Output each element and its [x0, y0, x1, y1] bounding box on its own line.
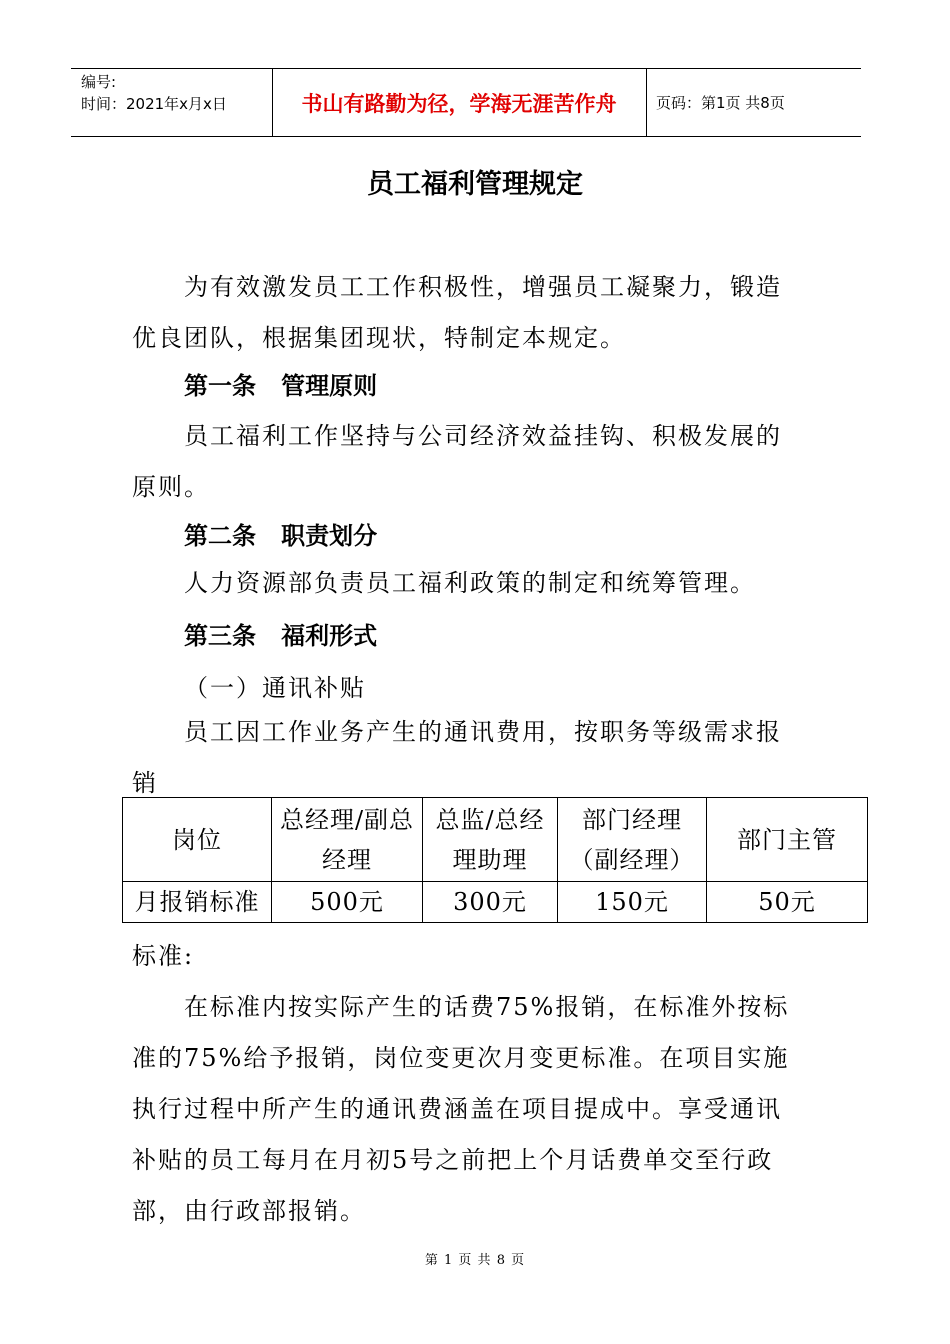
header-meta	[81, 71, 227, 115]
table-row-label: 月报销标准	[123, 882, 272, 923]
table-cell: 50元	[707, 882, 868, 923]
time-label: 时间：2021年x月x日	[81, 95, 227, 113]
table-header-cell: 岗位	[123, 798, 272, 882]
page-header	[71, 68, 861, 137]
article-body: 人力资源部负责员工福利政策的制定和统筹管理。	[184, 569, 756, 597]
reimbursement-table	[122, 797, 868, 923]
header-motto: 书山有路勤为径，学海无涯苦作舟	[301, 91, 617, 116]
table-cell: 500元	[272, 882, 423, 923]
table-header-cell: 部门经理（副经理）	[558, 798, 707, 882]
article-heading: 第三条 福利形式	[184, 622, 378, 650]
document-title: 员工福利管理规定	[367, 169, 583, 200]
section-description: 员工因工作业务产生的通讯费用，按职务等级需求报销	[132, 718, 782, 797]
section-title: （一）通讯补贴	[184, 674, 366, 702]
header-page-info: 页码：第1页 共8页	[656, 94, 785, 112]
article-body: 员工福利工作坚持与公司经济效益挂钩、积极发展的原则。	[132, 422, 782, 501]
page-footer: 第 1 页 共 8 页	[424, 1253, 526, 1268]
standard-label: 标准:	[132, 942, 195, 970]
table-header-cell: 总监/总经理助理	[423, 798, 558, 882]
header-divider	[646, 69, 647, 136]
doc-number-label: 编号:	[81, 73, 117, 91]
table-cell: 300元	[423, 882, 558, 923]
table-row	[123, 882, 868, 923]
table-header-row	[123, 798, 868, 882]
table-cell: 150元	[558, 882, 707, 923]
table-header-cell: 部门主管	[707, 798, 868, 882]
article-heading: 第一条 管理原则	[184, 372, 378, 400]
article-heading: 第二条 职责划分	[184, 522, 378, 550]
table-header-cell: 总经理/副总经理	[272, 798, 423, 882]
intro-paragraph: 为有效激发员工工作积极性，增强员工凝聚力，锻造优良团队，根据集团现状，特制定本规定。	[132, 273, 782, 352]
standard-paragraph: 在标准内按实际产生的话费75%报销，在标准外按标准的75%给予报销，岗位变更次月变更标准。在项目实施执行过程中所产生的通讯费涵盖在项目提成中。享受通讯补贴的员工每月在月初5号之前把上个月话费单交至行政部，由行政部报销。	[132, 993, 790, 1225]
